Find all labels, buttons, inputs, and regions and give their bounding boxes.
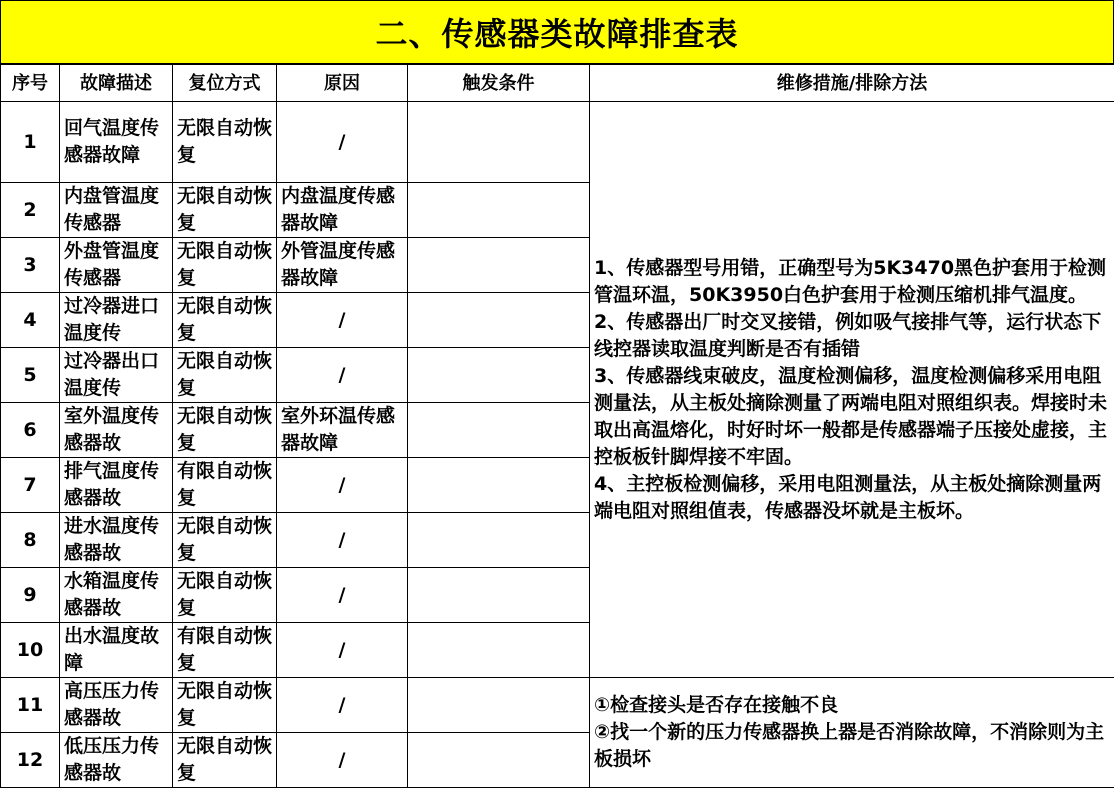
row-cause: /: [277, 568, 408, 623]
header-cause: 原因: [277, 65, 408, 102]
row-reset: 无限自动恢复: [173, 293, 277, 348]
row-no: 12: [1, 733, 60, 788]
row-cause: 外管温度传感器故障: [277, 238, 408, 293]
row-reset: 无限自动恢复: [173, 238, 277, 293]
row-reset: 无限自动恢复: [173, 403, 277, 458]
row-cause: /: [277, 623, 408, 678]
row-reset: 无限自动恢复: [173, 348, 277, 403]
row-trigger: [408, 678, 590, 733]
row-trigger: [408, 458, 590, 513]
fix-pressure-sensors: [590, 678, 1114, 788]
row-desc: 室外温度传感器故: [60, 403, 173, 458]
fix-temperature-sensors: [590, 102, 1114, 678]
header-no: 序号: [1, 65, 60, 102]
row-cause: /: [277, 102, 408, 183]
row-reset: 有限自动恢复: [173, 458, 277, 513]
row-trigger: [408, 733, 590, 788]
row-cause: /: [277, 678, 408, 733]
table-row: [1, 102, 1114, 183]
row-cause: 内盘温度传感器故障: [277, 183, 408, 238]
row-desc: 高压压力传感器故: [60, 678, 173, 733]
row-trigger: [408, 102, 590, 183]
row-no: 6: [1, 403, 60, 458]
row-cause: 室外环温传感器故障: [277, 403, 408, 458]
row-reset: 有限自动恢复: [173, 623, 277, 678]
row-reset: 无限自动恢复: [173, 183, 277, 238]
header-reset: 复位方式: [173, 65, 277, 102]
row-no: 8: [1, 513, 60, 568]
row-desc: 外盘管温度传感器: [60, 238, 173, 293]
row-cause: /: [277, 348, 408, 403]
row-desc: 排气温度传感器故: [60, 458, 173, 513]
row-cause: /: [277, 513, 408, 568]
fault-table: [0, 64, 1114, 788]
row-desc: 进水温度传感器故: [60, 513, 173, 568]
row-cause: /: [277, 733, 408, 788]
row-desc: 出水温度故障: [60, 623, 173, 678]
row-cause: /: [277, 293, 408, 348]
row-trigger: [408, 238, 590, 293]
row-trigger: [408, 293, 590, 348]
row-desc: 内盘管温度传感器: [60, 183, 173, 238]
row-desc: 过冷器出口温度传: [60, 348, 173, 403]
table-row: [1, 678, 1114, 733]
row-reset: 无限自动恢复: [173, 102, 277, 183]
row-cause: /: [277, 458, 408, 513]
row-trigger: [408, 183, 590, 238]
row-trigger: [408, 623, 590, 678]
row-no: 9: [1, 568, 60, 623]
row-reset: 无限自动恢复: [173, 678, 277, 733]
row-trigger: [408, 513, 590, 568]
header-desc: 故障描述: [60, 65, 173, 102]
row-no: 1: [1, 102, 60, 183]
row-no: 2: [1, 183, 60, 238]
fix-temperature-text: 1、传感器型号用错，正确型号为5K3470黑色护套用于检测管温环温，50K3950白色护套用于检测压缩机排气温度。 2、传感器出厂时交叉接错，例如吸气接排气等，运行状态下线控器读取温度判断是否有插错 3、传感器线束破皮，温度检测偏移，温度检测偏移采用电阻测量法，从主板处摘除测量了两端电阻对照组织表。焊接时未取出高温熔化，时好时坏一般都是传感器端子压接处虚接，主控板板针脚焊接不牢固。 4、主控板检测偏移，采用电阻测量法，从主板处摘除测量两端电阻对照组值表，传感器没坏就是主板坏。: [594, 256, 1108, 522]
row-reset: 无限自动恢复: [173, 513, 277, 568]
header-trigger: 触发条件: [408, 65, 590, 102]
row-no: 11: [1, 678, 60, 733]
row-trigger: [408, 568, 590, 623]
sheet-title: 二、传感器类故障排查表: [0, 0, 1114, 64]
row-no: 7: [1, 458, 60, 513]
row-no: 5: [1, 348, 60, 403]
row-desc: 过冷器进口温度传: [60, 293, 173, 348]
row-no: 4: [1, 293, 60, 348]
row-no: 10: [1, 623, 60, 678]
row-reset: 无限自动恢复: [173, 568, 277, 623]
row-no: 3: [1, 238, 60, 293]
header-fix: 维修措施/排除方法: [590, 65, 1114, 102]
row-trigger: [408, 348, 590, 403]
row-desc: 低压压力传感器故: [60, 733, 173, 788]
row-reset: 无限自动恢复: [173, 733, 277, 788]
row-desc: 回气温度传感器故障: [60, 102, 173, 183]
row-trigger: [408, 403, 590, 458]
row-desc: 水箱温度传感器故: [60, 568, 173, 623]
header-row: [1, 65, 1114, 102]
fix-pressure-text: ①检查接头是否存在接触不良 ②找一个新的压力传感器换上器是否消除故障，不消除则为主板损坏: [594, 694, 1105, 770]
